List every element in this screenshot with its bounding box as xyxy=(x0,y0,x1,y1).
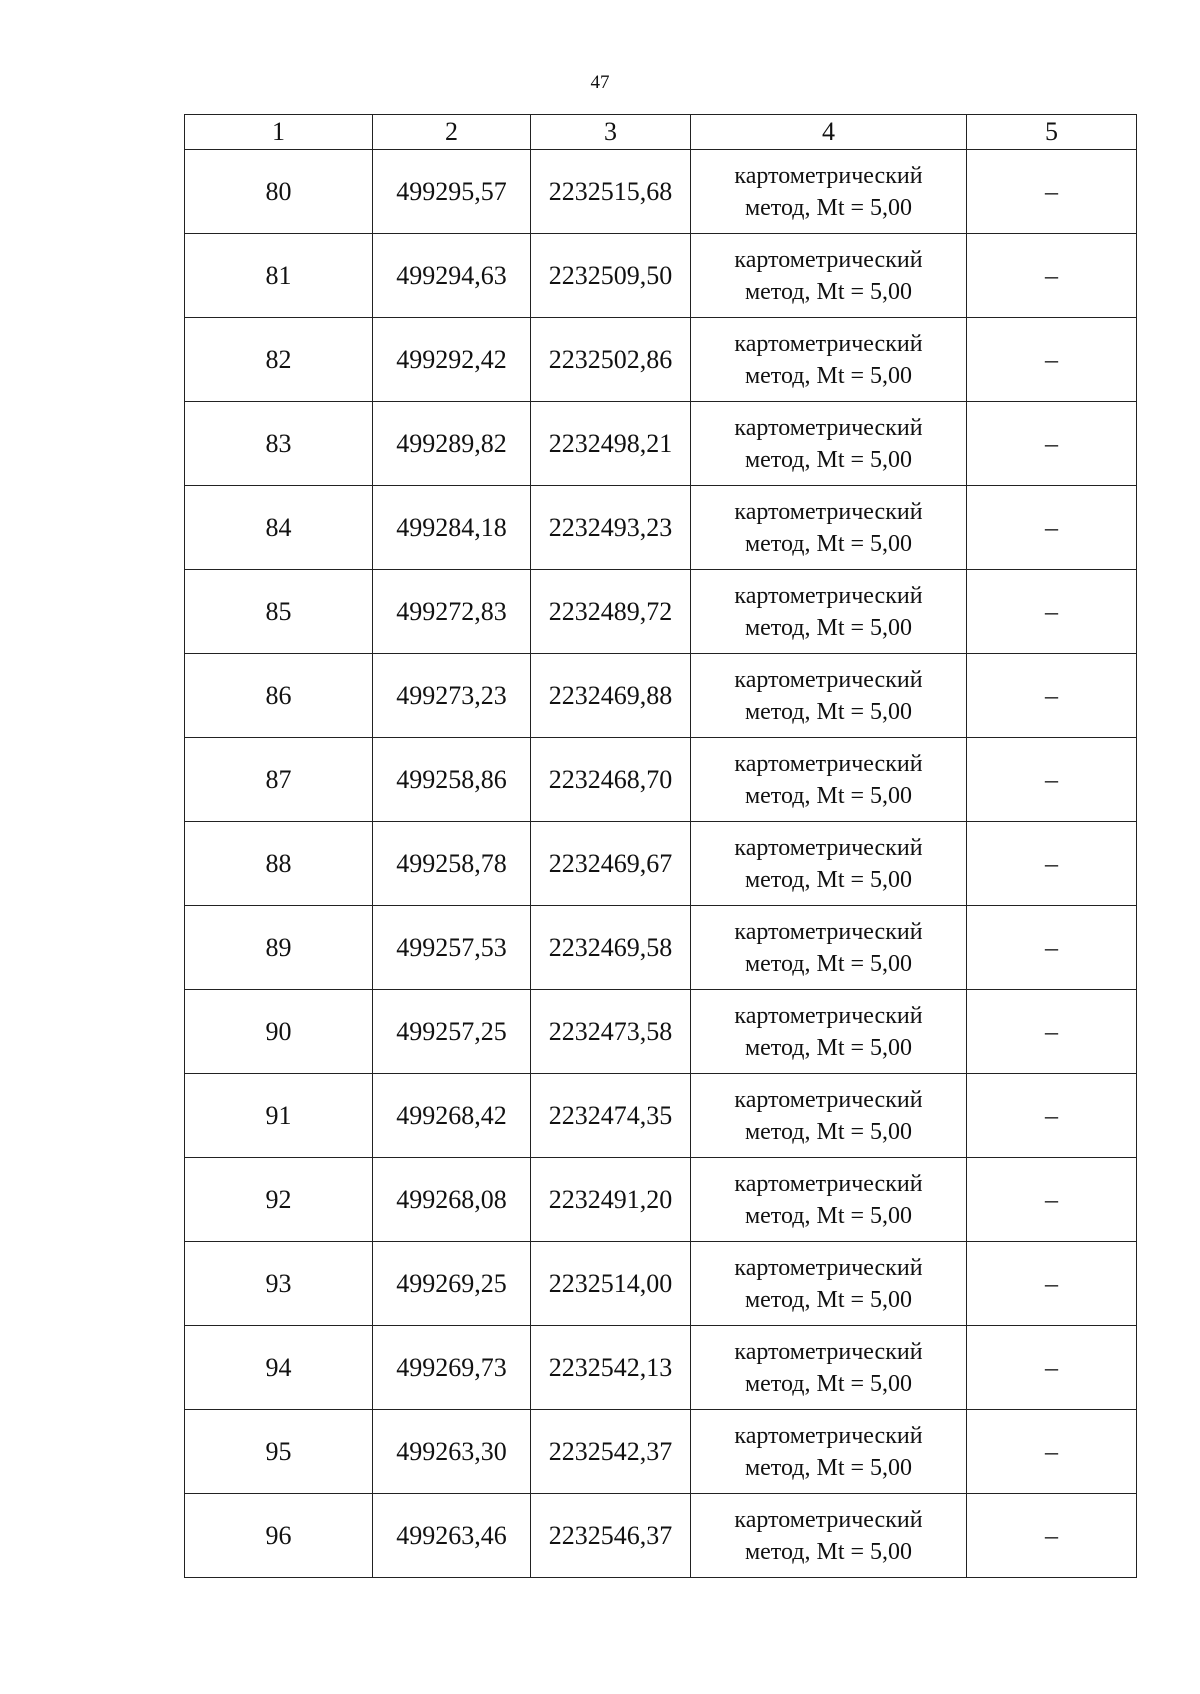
point-number-cell: 81 xyxy=(185,234,373,318)
x-coordinate-cell: 499295,57 xyxy=(373,150,531,234)
point-number-cell: 91 xyxy=(185,1074,373,1158)
x-coordinate-cell: 499269,73 xyxy=(373,1326,531,1410)
table-row xyxy=(185,1074,1137,1158)
method-line-1: картометрический xyxy=(734,1170,923,1197)
table-row xyxy=(185,1326,1137,1410)
note-cell: – xyxy=(967,1494,1137,1578)
table-row xyxy=(185,318,1137,402)
method-line-2: метод, Mt = 5,00 xyxy=(744,1118,913,1145)
method-line-1: картометрический xyxy=(734,1506,923,1533)
note-cell: – xyxy=(967,906,1137,990)
y-coordinate-cell: 2232489,72 xyxy=(531,570,691,654)
x-coordinate-cell: 499292,42 xyxy=(373,318,531,402)
table-row xyxy=(185,906,1137,990)
method-line-1: картометрический xyxy=(734,246,923,273)
note-cell: – xyxy=(967,1242,1137,1326)
note-cell: – xyxy=(967,150,1137,234)
point-number-cell: 83 xyxy=(185,402,373,486)
x-coordinate-cell: 499258,86 xyxy=(373,738,531,822)
point-number-cell: 89 xyxy=(185,906,373,990)
method-line-2: метод, Mt = 5,00 xyxy=(744,1202,913,1229)
y-coordinate-cell: 2232542,13 xyxy=(531,1326,691,1410)
point-number-cell: 96 xyxy=(185,1494,373,1578)
page-number: 47 xyxy=(590,72,610,93)
table-body xyxy=(185,150,1137,1578)
point-number-cell: 85 xyxy=(185,570,373,654)
point-number-cell: 95 xyxy=(185,1410,373,1494)
method-line-1: картометрический xyxy=(734,162,923,189)
point-number-cell: 84 xyxy=(185,486,373,570)
method-line-2: метод, Mt = 5,00 xyxy=(744,362,913,389)
method-line-1: картометрический xyxy=(734,498,923,525)
y-coordinate-cell: 2232542,37 xyxy=(531,1410,691,1494)
method-line-2: метод, Mt = 5,00 xyxy=(744,1454,913,1481)
note-cell: – xyxy=(967,1410,1137,1494)
y-coordinate-cell: 2232502,86 xyxy=(531,318,691,402)
point-number-cell: 92 xyxy=(185,1158,373,1242)
method-line-2: метод, Mt = 5,00 xyxy=(744,278,913,305)
note-cell: – xyxy=(967,990,1137,1074)
method-line-2: метод, Mt = 5,00 xyxy=(744,194,913,221)
point-number-cell: 88 xyxy=(185,822,373,906)
point-number-cell: 94 xyxy=(185,1326,373,1410)
coordinates-table xyxy=(184,114,1137,1578)
method-cell xyxy=(691,318,967,402)
method-cell xyxy=(691,822,967,906)
method-cell xyxy=(691,1410,967,1494)
column-header-3: 3 xyxy=(531,115,691,150)
method-line-1: картометрический xyxy=(734,582,923,609)
method-line-2: метод, Mt = 5,00 xyxy=(744,446,913,473)
column-header-5: 5 xyxy=(967,115,1137,150)
y-coordinate-cell: 2232515,68 xyxy=(531,150,691,234)
table-row xyxy=(185,1494,1137,1578)
method-line-2: метод, Mt = 5,00 xyxy=(744,782,913,809)
y-coordinate-cell: 2232469,67 xyxy=(531,822,691,906)
point-number-cell: 87 xyxy=(185,738,373,822)
column-header-1: 1 xyxy=(185,115,373,150)
x-coordinate-cell: 499257,53 xyxy=(373,906,531,990)
point-number-cell: 90 xyxy=(185,990,373,1074)
note-cell: – xyxy=(967,234,1137,318)
table-row xyxy=(185,234,1137,318)
method-cell xyxy=(691,1074,967,1158)
y-coordinate-cell: 2232473,58 xyxy=(531,990,691,1074)
table-row xyxy=(185,150,1137,234)
note-cell: – xyxy=(967,570,1137,654)
method-cell xyxy=(691,990,967,1074)
method-line-2: метод, Mt = 5,00 xyxy=(744,1286,913,1313)
y-coordinate-cell: 2232498,21 xyxy=(531,402,691,486)
method-line-2: метод, Mt = 5,00 xyxy=(744,866,913,893)
note-cell: – xyxy=(967,318,1137,402)
point-number-cell: 86 xyxy=(185,654,373,738)
method-cell xyxy=(691,570,967,654)
note-cell: – xyxy=(967,1326,1137,1410)
y-coordinate-cell: 2232546,37 xyxy=(531,1494,691,1578)
method-line-1: картометрический xyxy=(734,1254,923,1281)
x-coordinate-cell: 499268,42 xyxy=(373,1074,531,1158)
method-line-2: метод, Mt = 5,00 xyxy=(744,1034,913,1061)
point-number-cell: 93 xyxy=(185,1242,373,1326)
method-cell xyxy=(691,738,967,822)
x-coordinate-cell: 499258,78 xyxy=(373,822,531,906)
table-row xyxy=(185,654,1137,738)
table-header xyxy=(185,115,1137,150)
method-line-2: метод, Mt = 5,00 xyxy=(744,950,913,977)
method-line-1: картометрический xyxy=(734,834,923,861)
x-coordinate-cell: 499268,08 xyxy=(373,1158,531,1242)
note-cell: – xyxy=(967,486,1137,570)
table-row xyxy=(185,822,1137,906)
method-line-1: картометрический xyxy=(734,1422,923,1449)
method-line-1: картометрический xyxy=(734,1338,923,1365)
method-line-1: картометрический xyxy=(734,330,923,357)
header-row xyxy=(185,115,1137,150)
method-cell xyxy=(691,654,967,738)
y-coordinate-cell: 2232469,58 xyxy=(531,906,691,990)
x-coordinate-cell: 499289,82 xyxy=(373,402,531,486)
note-cell: – xyxy=(967,1158,1137,1242)
method-line-2: метод, Mt = 5,00 xyxy=(744,530,913,557)
method-cell xyxy=(691,234,967,318)
y-coordinate-cell: 2232469,88 xyxy=(531,654,691,738)
point-number-cell: 80 xyxy=(185,150,373,234)
x-coordinate-cell: 499263,46 xyxy=(373,1494,531,1578)
method-cell xyxy=(691,906,967,990)
table-row xyxy=(185,990,1137,1074)
table-row xyxy=(185,402,1137,486)
method-line-1: картометрический xyxy=(734,750,923,777)
x-coordinate-cell: 499272,83 xyxy=(373,570,531,654)
x-coordinate-cell: 499273,23 xyxy=(373,654,531,738)
table-row xyxy=(185,1410,1137,1494)
y-coordinate-cell: 2232491,20 xyxy=(531,1158,691,1242)
method-line-2: метод, Mt = 5,00 xyxy=(744,1538,913,1565)
method-line-1: картометрический xyxy=(734,1002,923,1029)
note-cell: – xyxy=(967,822,1137,906)
method-line-2: метод, Mt = 5,00 xyxy=(744,614,913,641)
method-line-1: картометрический xyxy=(734,1086,923,1113)
method-line-1: картометрический xyxy=(734,414,923,441)
note-cell: – xyxy=(967,738,1137,822)
method-cell xyxy=(691,1242,967,1326)
column-header-4: 4 xyxy=(691,115,967,150)
x-coordinate-cell: 499269,25 xyxy=(373,1242,531,1326)
x-coordinate-cell: 499263,30 xyxy=(373,1410,531,1494)
note-cell: – xyxy=(967,1074,1137,1158)
y-coordinate-cell: 2232474,35 xyxy=(531,1074,691,1158)
method-line-2: метод, Mt = 5,00 xyxy=(744,698,913,725)
table-row xyxy=(185,570,1137,654)
method-cell xyxy=(691,1158,967,1242)
method-cell xyxy=(691,486,967,570)
method-line-1: картометрический xyxy=(734,918,923,945)
table-row xyxy=(185,1158,1137,1242)
method-line-1: картометрический xyxy=(734,666,923,693)
note-cell: – xyxy=(967,654,1137,738)
table-row xyxy=(185,486,1137,570)
method-cell xyxy=(691,150,967,234)
table-row xyxy=(185,738,1137,822)
method-cell xyxy=(691,402,967,486)
x-coordinate-cell: 499257,25 xyxy=(373,990,531,1074)
method-cell xyxy=(691,1494,967,1578)
y-coordinate-cell: 2232509,50 xyxy=(531,234,691,318)
note-cell: – xyxy=(967,402,1137,486)
y-coordinate-cell: 2232514,00 xyxy=(531,1242,691,1326)
y-coordinate-cell: 2232468,70 xyxy=(531,738,691,822)
method-line-2: метод, Mt = 5,00 xyxy=(744,1370,913,1397)
point-number-cell: 82 xyxy=(185,318,373,402)
x-coordinate-cell: 499294,63 xyxy=(373,234,531,318)
x-coordinate-cell: 499284,18 xyxy=(373,486,531,570)
table-row xyxy=(185,1242,1137,1326)
y-coordinate-cell: 2232493,23 xyxy=(531,486,691,570)
column-header-2: 2 xyxy=(373,115,531,150)
method-cell xyxy=(691,1326,967,1410)
